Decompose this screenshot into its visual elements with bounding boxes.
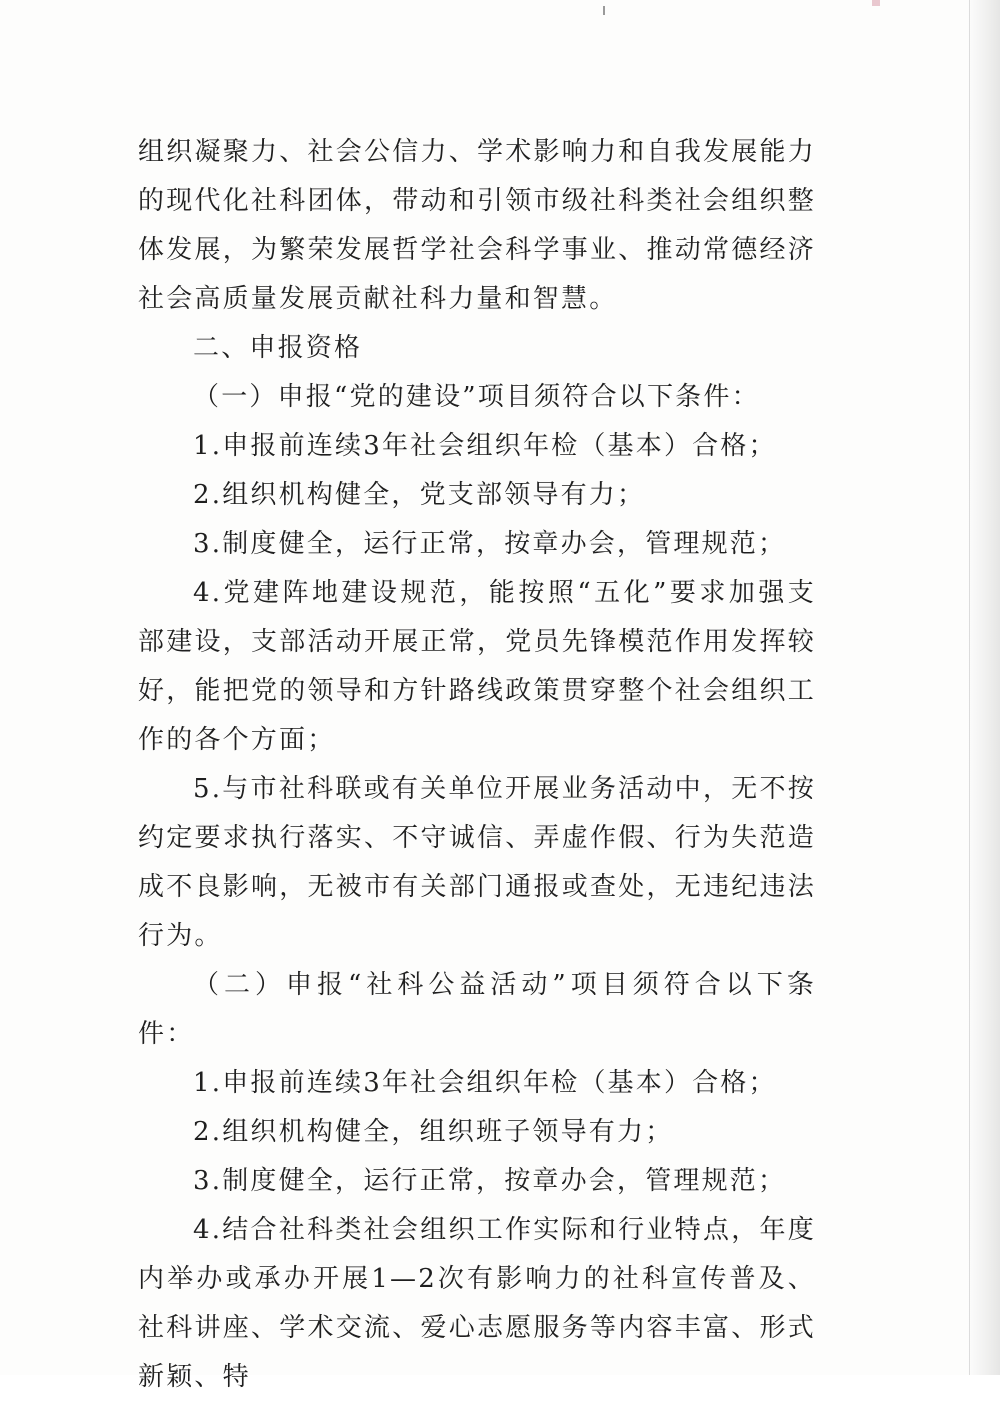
list-item: 4.党建阵地建设规范，能按照“五化”要求加强支部建设，支部活动开展正常，党员先锋模范作用发挥较好，能把党的领导和方针路线政策贯穿整个社会组织工作的各个方面； [138, 578, 816, 755]
list-item: 2.组织机构健全，组织班子领导有力； [193, 1117, 674, 1147]
scan-corner-mark [872, 0, 880, 6]
scan-fold-line [969, 0, 970, 1375]
list-item: 3.制度健全，运行正常，按章办会，管理规范； [193, 1166, 787, 1196]
subsection-heading: （一）申报“党的建设”项目须符合以下条件： [193, 382, 760, 412]
scan-shadow-edge [968, 0, 1000, 1375]
paragraph-continuation: 组织凝聚力、社会公信力、学术影响力和自我发展能力的现代化社科团体，带动和引领市级社科类社会组织整体发展，为繁荣发展哲学社会科学事业、推动常德经济社会高质量发展贡献社科力量和智慧。 [138, 137, 816, 314]
list-item: 3.制度健全，运行正常，按章办会，管理规范； [193, 529, 787, 559]
document-body [138, 128, 816, 1402]
list-item: 5.与市社科联或有关单位开展业务活动中，无不按约定要求执行落实、不守诚信、弄虚作假、行为失范造成不良影响，无被市有关部门通报或查处，无违纪违法行为。 [138, 774, 816, 951]
list-item: 1.申报前连续3年社会组织年检（基本）合格； [193, 1068, 777, 1098]
list-item: 2.组织机构健全，党支部领导有力； [193, 480, 646, 510]
scan-top-mark [603, 6, 605, 15]
subsection-heading: （二）申报“社科公益活动”项目须符合以下条件： [138, 970, 816, 1049]
section-heading: 二、申报资格 [193, 333, 363, 363]
list-item: 1.申报前连续3年社会组织年检（基本）合格； [193, 431, 777, 461]
list-item: 4.结合社科类社会组织工作实际和行业特点，年度内举办或承办开展1—2次有影响力的社科宣传普及、社科讲座、学术交流、爱心志愿服务等内容丰富、形式新颖、特 [138, 1215, 816, 1392]
